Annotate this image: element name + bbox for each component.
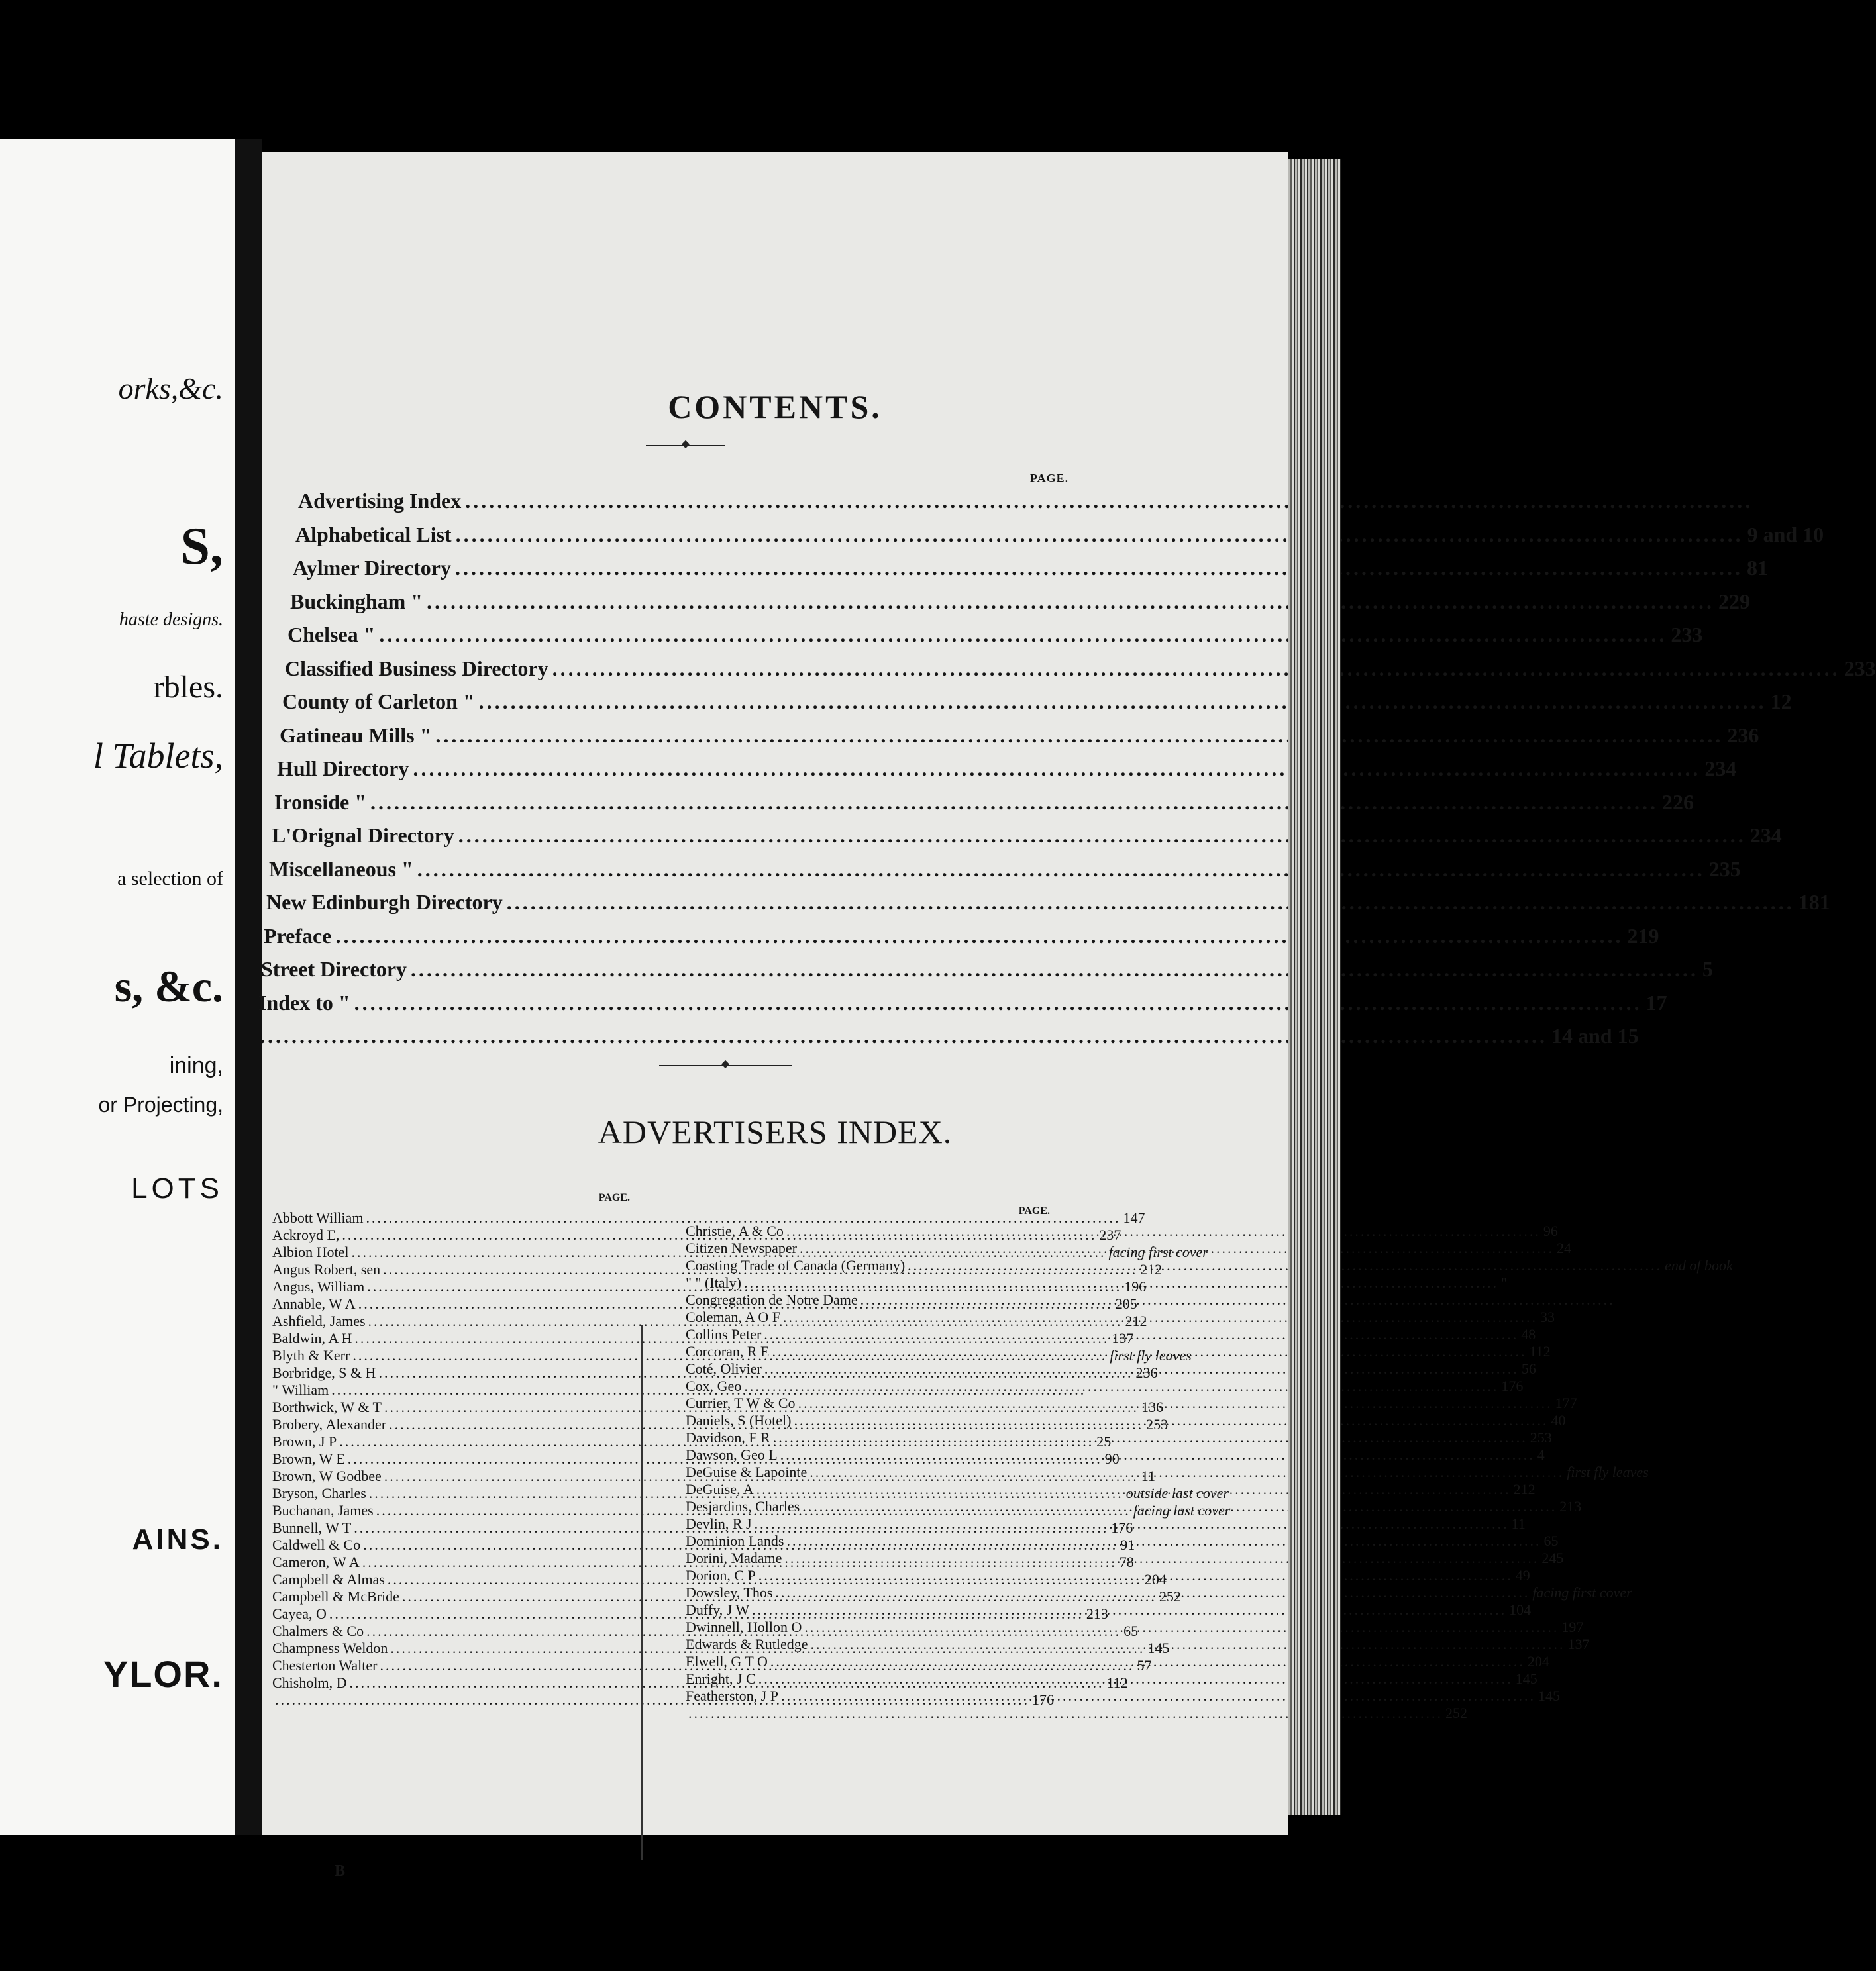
advertiser-name: Coté, Olivier [686,1360,762,1377]
page-edges [1288,159,1341,1815]
leader-dots [781,1688,1536,1705]
contents-entry-page: 9 and 10 [1747,522,1824,546]
advertiser-name: Brown, W E [272,1450,345,1467]
advertiser-name: Angus, William [272,1278,365,1295]
advertiser-name: Champness Weldon [272,1640,388,1656]
contents-entry-label: Street Directory [261,957,407,981]
directory-page [258,152,1876,1880]
advertiser-page: 245 [1541,1550,1564,1566]
leader-dots [465,489,1753,513]
contents-entry-label: Preface [264,923,332,948]
page-column-label: PAGE. [1018,1205,1050,1217]
advertiser-page: 25 [1096,1433,1112,1450]
advertiser-name: Baldwin, A H [272,1330,352,1346]
advertiser-page: 11 [1141,1468,1155,1484]
left-fragment: ining, [169,1053,223,1078]
advertiser-name: Coasting Trade of Canada (Germany) [686,1257,906,1274]
advertiser-page: 56 [1521,1360,1536,1377]
left-fragment: haste designs. [119,609,223,630]
leader-dots [758,1567,1513,1584]
leader-dots [784,1550,1539,1567]
advertiser-page: 57 [1137,1657,1152,1674]
advertiser-page: 11 [1511,1515,1526,1532]
leader-dots [756,1481,1511,1498]
left-fragment: rbles. [153,670,223,705]
left-fragment: YLOR. [103,1653,223,1695]
advertiser-page: 204 [1144,1571,1167,1588]
contents-entry-page: 219 [1627,923,1659,948]
advertiser-name: Brobery, Alexander [272,1416,387,1433]
contents-entry-page: 12 [1770,689,1792,713]
leader-dots [427,589,1714,614]
contents-entry [266,890,1830,915]
leader-dots [794,1412,1548,1429]
advertiser-name: Dominion Lands [686,1533,784,1549]
advertiser-page: 91 [1120,1537,1135,1553]
advertiser-page: 137 [1567,1636,1590,1652]
leader-dots [800,1240,1554,1257]
advertiser-entry [686,1429,1552,1446]
contents-entry-label: Buckingham " [290,589,423,613]
advertiser-name: Chalmers & Co [272,1623,364,1639]
leader-dots [770,1653,1525,1670]
advertiser-page: 4 [1537,1446,1545,1463]
leader-dots [335,924,1623,948]
contents-entry [261,957,1714,982]
book-gutter [235,139,262,1835]
leader-dots [417,857,1705,882]
advertiser-name: Ashfield, James [272,1313,366,1329]
advertiser-name: " William [272,1382,329,1398]
contents-entry [264,923,1659,948]
contents-entry-page: 17 [1645,990,1667,1015]
advertiser-name: Coleman, A O F [686,1309,781,1325]
advertiser-page: 236 [1135,1364,1158,1381]
contents-entry-label: Ironside " [274,789,366,814]
advertiser-page: 213 [1559,1498,1582,1515]
leader-dots [804,1619,1559,1636]
advertiser-page: 253 [1530,1429,1552,1446]
advertiser-page: 204 [1527,1653,1549,1670]
contents-entry [256,1024,1639,1048]
leader-dots [370,790,1658,815]
advertiser-name: " " (Italy) [686,1274,741,1291]
advertiser-page: 112 [1529,1343,1551,1360]
advertiser-name: Bunnell, W T [272,1519,352,1536]
contents-entry-page: 181 [1798,890,1830,914]
leader-dots [456,523,1744,547]
leader-dots [860,1291,1615,1309]
advertiser-name: Caldwell & Co [272,1537,361,1553]
contents-entry-label: Chelsea " [287,623,376,646]
advertiser-page: 104 [1509,1601,1532,1618]
page-column-label: PAGE. [1030,472,1069,485]
leader-dots [455,556,1743,580]
advertiser-name: Enright, J C [686,1670,756,1687]
advertiser-page: 145 [1147,1640,1170,1656]
advertiser-page: 145 [1537,1688,1560,1704]
advertiser-name: Dawson, Geo L [686,1446,778,1463]
leader-dots [479,689,1767,714]
advertiser-page: 48 [1521,1326,1536,1342]
leader-dots [772,1343,1526,1360]
advertiser-page: facing first cover [1108,1244,1208,1260]
page-column-label: PAGE. [598,1192,630,1203]
advertiser-page: 65 [1123,1623,1139,1639]
contents-entry-page: 226 [1661,789,1694,814]
leader-dots [811,1636,1565,1653]
advertiser-page: 24 [1557,1240,1571,1256]
advertiser-name: Borbridge, S & H [272,1364,376,1381]
advertiser-name: Citizen Newspaper [686,1240,797,1256]
advertiser-page: 49 [1515,1567,1530,1584]
advertiser-name: Campbell & McBride [272,1588,399,1605]
advertiser-page: 196 [1124,1278,1147,1295]
contents-entry [298,489,1075,513]
left-fragment: orks,&c. [118,372,223,405]
advertiser-name: Dwinnell, Hollon O [686,1619,802,1635]
advertiser-page: 147 [1123,1209,1145,1226]
advertiser-name: Cayea, O [272,1605,327,1622]
leader-dots [752,1601,1506,1619]
leader-dots [744,1378,1498,1395]
advertiser-page: 212 [1513,1481,1536,1497]
advertiser-page: 205 [1115,1295,1137,1312]
left-fragment: or Projecting, [98,1093,223,1117]
title-ornament [646,445,725,449]
left-fragment: s, &c. [114,961,223,1011]
advertiser-page: 212 [1140,1261,1163,1278]
advertiser-page: facing last cover [1133,1502,1231,1519]
advertiser-page: 197 [1561,1619,1584,1635]
advertiser-page: first fly leaves [1567,1464,1649,1480]
contents-entry [269,856,1741,882]
leader-dots [411,957,1698,982]
contents-entry [282,689,1792,714]
leader-dots [435,723,1723,748]
leader-dots [413,756,1700,781]
signature-mark: B [335,1862,346,1880]
leader-dots [764,1360,1519,1378]
contents-entry-page: 233 [1671,623,1703,646]
contents-entry-label: L'Orignal Directory [272,823,454,847]
contents-entry [277,756,1737,781]
advertiser-name: Duffy, J W [686,1601,750,1618]
leader-dots [908,1257,1662,1274]
advertiser-name: Congregation de Notre Dame [686,1291,858,1308]
advertiser-page: 176 [1501,1378,1524,1394]
advertiser-name: Chisholm, D [272,1674,347,1691]
leader-dots [798,1395,1553,1412]
advertiser-page: facing first cover [1532,1584,1632,1601]
column-divider [641,1325,643,1860]
contents-entry-label: Classified Business Directory [285,656,548,680]
contents-entry-page: 233 [1844,656,1876,680]
leader-dots [775,1584,1530,1601]
advertiser-name: Borthwick, W & T [272,1399,382,1415]
advertiser-page: " [1500,1274,1507,1291]
advertiser-name: Bryson, Charles [272,1485,366,1501]
contents-entry-label: Index to " [258,990,350,1015]
advertiser-page: 176 [1032,1692,1054,1708]
advertiser-page: outside last cover [1125,1485,1229,1501]
leader-dots [552,656,1840,681]
contents-entry [295,522,1824,547]
left-fragment: S, [180,517,223,576]
advertiser-name: Dorion, C P [686,1567,756,1584]
advertiser-page: 252 [1159,1588,1181,1605]
advertiser-page: 65 [1543,1533,1559,1549]
leader-dots [786,1223,1541,1240]
contents-entry-page: 235 [1708,856,1741,881]
leader-dots [783,1309,1537,1326]
advertiser-name: Dorini, Madame [686,1550,782,1566]
contents-entry-page: 234 [1749,823,1782,847]
leader-dots [787,1533,1541,1550]
advertiser-name: Brown, J P [272,1433,337,1450]
advertiser-name: Buchanan, James [272,1502,374,1519]
advertiser-name: DeGuise & Lapointe [686,1464,808,1480]
contents-entry-label: Hull Directory [277,756,409,780]
contents-entry-page: 5 [1702,957,1714,981]
advertiser-page: 212 [1125,1313,1147,1329]
contents-entry-label: Aylmer Directory [293,556,451,580]
leader-dots [507,890,1795,915]
advertiser-page: 137 [1112,1330,1134,1346]
advertiser-page: 253 [1146,1416,1169,1433]
advertiser-page: 237 [1099,1227,1121,1243]
leader-dots [755,1515,1509,1533]
contents-entry [285,656,1876,681]
advertiser-name: Albion Hotel [272,1244,349,1260]
contents-entry-label: Alphabetical List [295,522,452,546]
advertiser-entry [686,1378,1524,1395]
advertiser-entry [272,1382,630,1399]
advertisers-index-title: ADVERTISERS INDEX. [598,1113,953,1150]
advertiser-page: 252 [1445,1705,1467,1721]
advertiser-name: Annable, W A [272,1295,356,1312]
advertiser-name: Brown, W Godbee [272,1468,382,1484]
contents-title: CONTENTS. [668,388,882,425]
leader-dots [354,991,1642,1015]
advertiser-entry [686,1688,1560,1705]
contents-entry-label: Advertising Index [298,489,462,513]
advertiser-name: Blyth & Kerr [272,1347,350,1364]
advertiser-name: Dowsley, Thos [686,1584,773,1601]
contents-entry-label: New Edinburgh Directory [266,890,503,914]
advertiser-entry [686,1705,1467,1722]
advertiser-name: Cameron, W A [272,1554,360,1570]
advertiser-page: 90 [1104,1450,1120,1467]
left-fragment: a selection of [117,868,223,889]
advertiser-page: 177 [1555,1395,1577,1411]
contents-entry [287,623,1703,647]
contents-entry-label: County of Carleton " [282,689,475,713]
contents-entry-label: Gatineau Mills " [280,723,432,747]
advertiser-name: Chesterton Walter [272,1657,378,1674]
contents-entry-label: Miscellaneous " [269,856,413,881]
leader-dots [780,1446,1535,1464]
advertiser-page: 145 [1515,1670,1537,1687]
left-page-fragment [0,139,235,1835]
advertiser-name: Corcoran, R E [686,1343,770,1360]
advertiser-name: Featherston, J P [686,1688,778,1704]
advertiser-name: Currier, T W & Co [686,1395,796,1411]
advertiser-name: Desjardins, Charles [686,1498,800,1515]
contents-entry-page: 236 [1727,723,1759,747]
advertiser-page: first fly leaves [1110,1347,1192,1364]
leader-dots [773,1429,1528,1446]
advertiser-name: DeGuise, A [686,1481,754,1497]
contents-entry [290,589,1751,614]
advertiser-name: Edwards & Rutledge [686,1636,808,1652]
contents-entry-page: 229 [1718,589,1751,613]
contents-entry-page: 234 [1704,756,1737,780]
advertiser-entry [686,1291,1050,1309]
advertiser-name: Ackroyd E, [272,1227,340,1243]
leader-dots [764,1326,1518,1343]
contents-entry [280,723,1759,748]
advertiser-name: Angus Robert, sen [272,1261,381,1278]
advertiser-name: Daniels, S (Hotel) [686,1412,792,1429]
leader-dots [260,1024,1547,1048]
advertiser-page: 112 [1106,1674,1128,1691]
leader-dots [758,1670,1513,1688]
advertiser-name: Campbell & Almas [272,1571,385,1588]
advertiser-page: 136 [1141,1399,1163,1415]
advertiser-page: end of book [1665,1257,1733,1274]
contents-entry-page: 81 [1747,556,1768,580]
advertiser-name: Davidson, F R [686,1429,770,1446]
left-fragment: AINS. [132,1523,223,1556]
advertiser-page: 40 [1551,1412,1566,1429]
advertiser-page: 33 [1540,1309,1555,1325]
advertiser-name: Devlin, R J [686,1515,752,1532]
advertiser-page: 176 [1111,1519,1133,1536]
left-fragment: l Tablets, [93,736,223,776]
leader-dots [458,823,1746,848]
contents-entry [272,823,1782,848]
leader-dots [379,623,1667,647]
leader-dots [809,1464,1564,1481]
advertiser-name: Abbott William [272,1209,364,1226]
contents-entry [274,789,1694,815]
contents-entry-page: 14 and 15 [1551,1024,1639,1048]
advertiser-page: 78 [1119,1554,1134,1570]
advertiser-name: Christie, A & Co [686,1223,784,1239]
leader-dots [744,1274,1498,1291]
contents-entry [293,556,1768,580]
advertiser-page: 213 [1086,1605,1108,1622]
advertiser-name: Collins Peter [686,1326,762,1342]
advertiser-page: 96 [1543,1223,1558,1239]
leader-dots [802,1498,1557,1515]
contents-entry [258,990,1667,1015]
advertiser-name: Cox, Geo [686,1378,742,1394]
section-ornament [659,1065,792,1069]
left-fragment: LOTS [131,1172,223,1205]
advertiser-name: Elwell, G T O [686,1653,768,1670]
